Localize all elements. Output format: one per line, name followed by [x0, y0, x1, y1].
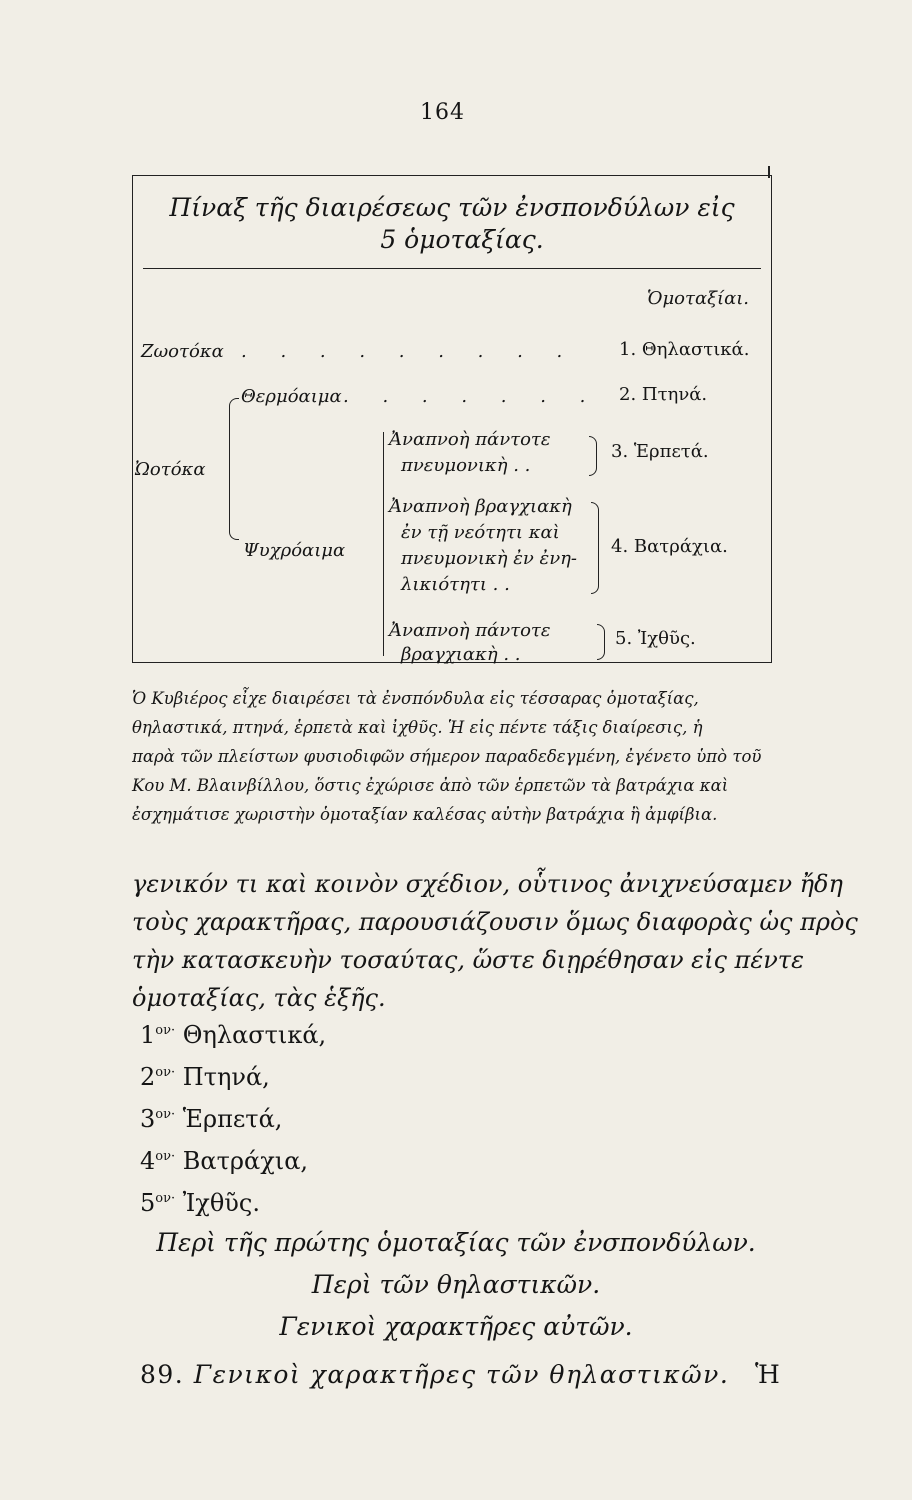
group3-line1: Ἀναπνοὴ πάντοτε	[389, 620, 551, 641]
list-number: 5	[140, 1189, 156, 1217]
group3-line2: βραγχιακὴ . .	[401, 644, 521, 665]
list-label: Ἰχθῦς.	[182, 1189, 260, 1217]
body-line: ὁμοταξίας, τὰς ἑξῆς.	[132, 984, 386, 1012]
group1-line1: Ἀναπνοὴ πάντοτε	[389, 429, 551, 450]
list-ordinal: ον·	[155, 1149, 176, 1164]
list-ordinal: ον·	[155, 1023, 176, 1038]
label-thermoaima: Θερμόαιμα	[241, 386, 342, 407]
list-label: Ἑρπετά,	[182, 1105, 283, 1133]
class-4: 4. Βατράχια.	[611, 536, 728, 557]
group2-line3: πνευμονικὴ ἐν ἐνη-	[401, 548, 578, 569]
note-line: Ὁ Κυβιέρος εἶχε διαιρέσει τὰ ἐνσπόνδυλα εἰς τέσσαρας ὁμοταξίας,	[132, 689, 699, 708]
column-header: Ὁμοταξίαι.	[647, 288, 750, 309]
list-number: 2	[140, 1063, 156, 1091]
section-89	[140, 1360, 782, 1389]
list-item	[140, 1180, 326, 1222]
caption-line-2: 5 ὁμοταξίας.	[380, 225, 544, 254]
caption-line-1: Πίναξ τῆς διαιρέσεως τῶν ἐνσπονδύλων εἰς	[169, 193, 735, 222]
list-item	[140, 1096, 326, 1138]
list-number: 3	[140, 1105, 156, 1133]
group2-line2: ἐν τῇ νεότητι καὶ	[401, 522, 560, 543]
body-line: τοὺς χαρακτῆρας, παρουσιάζουσιν ὅμως διαφορὰς ὡς πρὸς	[132, 908, 858, 936]
body-paragraph	[132, 865, 858, 1017]
classification-table	[132, 175, 772, 663]
table-caption	[133, 192, 771, 256]
list-ordinal: ον·	[155, 1107, 176, 1122]
label-ootoka: Ὠοτόκα	[135, 459, 206, 480]
list-item	[140, 1012, 326, 1054]
brace-ootoka	[229, 398, 239, 540]
list-label: Πτηνά,	[182, 1063, 270, 1091]
list-item	[140, 1138, 326, 1180]
body-line: γενικόν τι καὶ κοινὸν σχέδιον, οὗτινος ἀνιχνεύσαμεν ἤδη	[132, 870, 843, 898]
list-ordinal: ον·	[155, 1191, 176, 1206]
body-line: τὴν κατασκευὴν τοσαύτας, ὥστε διῃρέθησαν εἰς πέντε	[132, 946, 804, 974]
note-line: ἐσχημάτισε χωριστὴν ὁμοταξίαν καλέσας αὐτὴν βατράχια ἢ ἀμφίβια.	[132, 805, 718, 824]
class-2: 2. Πτηνά.	[619, 384, 708, 405]
dots-thermoaima: . . . . . . .	[343, 386, 600, 407]
list-item	[140, 1054, 326, 1096]
brace-group3	[597, 624, 605, 660]
heading-first-class: Περὶ τῆς πρώτης ὁμοταξίας τῶν ἐνσπονδύλων.	[156, 1228, 756, 1257]
group2-line1: Ἀναπνοὴ βραγχιακὴ	[389, 496, 572, 517]
section-number: 89.	[140, 1360, 185, 1389]
list-label: Θηλαστικά,	[182, 1021, 327, 1049]
label-zootoka: Ζωοτόκα	[141, 341, 224, 362]
heading-general-characters: Γενικοὶ χαρακτῆρες αὐτῶν.	[279, 1312, 633, 1341]
dots-zootoka: . . . . . . . . .	[241, 341, 577, 362]
list-ordinal: ον·	[155, 1065, 176, 1080]
footnote-paragraph	[132, 684, 782, 829]
class-3: 3. Ἑρπετά.	[611, 441, 709, 462]
caption-divider	[143, 268, 761, 269]
page-number: 164	[420, 100, 465, 125]
list-number: 4	[140, 1147, 156, 1175]
class-5: 5. Ἰχθῦς.	[615, 628, 696, 649]
label-psychroaima: Ψυχρόαιμα	[243, 540, 346, 561]
brace-group2	[591, 502, 599, 594]
brace-group1	[589, 436, 597, 476]
heading-mammals: Περὶ τῶν θηλαστικῶν.	[311, 1270, 601, 1299]
section-title: Γενικοὶ χαρακτῆρες τῶν θηλαστικῶν.	[193, 1360, 730, 1389]
list-label: Βατράχια,	[182, 1147, 309, 1175]
brace-psychroaima	[383, 432, 384, 656]
note-line: Κου Μ. Βλαινβίλλου, ὅστις ἐχώρισε ἀπὸ τῶν ἑρπετῶν τὰ βατράχια καὶ	[132, 776, 729, 795]
section-tail: Ἡ	[755, 1360, 782, 1389]
list-number: 1	[140, 1021, 156, 1049]
group2-line4: λικιότητι . .	[401, 574, 510, 595]
class-list	[140, 1012, 326, 1222]
class-1: 1. Θηλαστικά.	[619, 339, 750, 360]
group1-line2: πνευμονικὴ . .	[401, 455, 531, 476]
note-line: θηλαστικά, πτηνά, ἑρπετὰ καὶ ἰχθῦς. Ἡ εἰς πέντε τάξις διαίρεσις, ἡ	[132, 718, 703, 737]
note-line: παρὰ τῶν πλείστων φυσιοδιφῶν σήμερον παραδεδεγμένη, ἐγένετο ὑπὸ τοῦ	[132, 747, 762, 766]
